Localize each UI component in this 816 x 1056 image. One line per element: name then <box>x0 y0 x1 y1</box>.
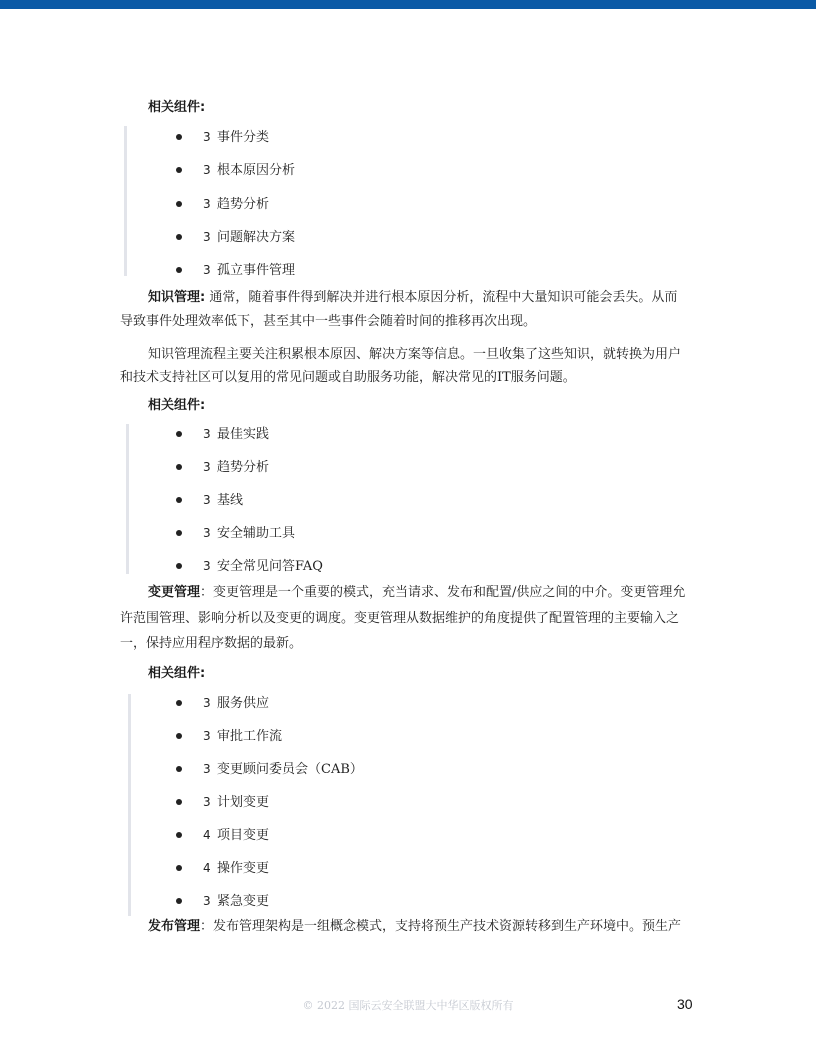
bullet-dot-icon <box>176 267 182 273</box>
quote-bar-1 <box>124 126 127 276</box>
release-line-1: 发布管理：发布管理架构是一组概念模式，支持将预生产技术资源转移到生产环境中。预生产 <box>148 919 682 934</box>
bullet-dot-icon <box>176 898 182 904</box>
related-components-heading-1: 相关组件: <box>148 100 206 115</box>
bullet-dot-icon <box>176 134 182 140</box>
bullet-dot-icon <box>176 563 182 569</box>
bullet-dot-icon <box>176 865 182 871</box>
list-item: 3 计划变更 <box>176 793 269 811</box>
list-item: 3 根本原因分析 <box>176 161 295 179</box>
bullet-dot-icon <box>176 464 182 470</box>
bullet-dot-icon <box>176 766 182 772</box>
knowledge-line-2: 导致事件处理效率低下，甚至其中一些事件会随着时间的推移再次出现。 <box>120 314 537 329</box>
knowledge-term: 知识管理: <box>148 290 206 305</box>
quote-bar-3 <box>128 694 131 916</box>
change-term: 变更管理 <box>148 585 201 600</box>
change-line-3: 一，保持应用程序数据的最新。 <box>120 636 303 651</box>
bullet-dot-icon <box>176 700 182 706</box>
list-item: 3 问题解决方案 <box>176 228 295 246</box>
bullet-dot-icon <box>176 799 182 805</box>
list-item: 3 趋势分析 <box>176 195 269 213</box>
header-bar <box>0 0 816 9</box>
list-item: 3 服务供应 <box>176 694 269 712</box>
knowledge-line-4: 和技术支持社区可以复用的常见问题或自助服务功能，解决常见的IT服务问题。 <box>120 370 576 385</box>
bullet-dot-icon <box>176 832 182 838</box>
knowledge-line-3: 知识管理流程主要关注积累根本原因、解决方案等信息。一旦收集了这些知识，就转换为用户 <box>148 347 682 362</box>
related-components-heading-3: 相关组件: <box>148 666 206 681</box>
list-item: 4 项目变更 <box>176 826 269 844</box>
quote-bar-2 <box>126 424 129 574</box>
list-item: 3 紧急变更 <box>176 892 269 910</box>
change-line-2: 许范围管理、影响分析以及变更的调度。变更管理从数据维护的角度提供了配置管理的主要输入之 <box>120 611 680 626</box>
bullet-dot-icon <box>176 497 182 503</box>
list-item: 3 安全常见问答FAQ <box>176 557 323 575</box>
list-item: 3 事件分类 <box>176 128 269 146</box>
knowledge-line-1: 知识管理: 通常，随着事件得到解决并进行根本原因分析，流程中大量知识可能会丢失。从而 <box>148 290 678 305</box>
bullet-dot-icon <box>176 167 182 173</box>
bullet-dot-icon <box>176 201 182 207</box>
footer-copyright: © 2022 国际云安全联盟大中华区版权所有 <box>302 999 514 1012</box>
list-item: 3 安全辅助工具 <box>176 524 295 542</box>
list-item: 3 孤立事件管理 <box>176 261 295 279</box>
list-item: 3 审批工作流 <box>176 727 282 745</box>
list-item: 3 趋势分析 <box>176 458 269 476</box>
list-item: 3 变更顾问委员会（CAB） <box>176 760 363 778</box>
bullet-dot-icon <box>176 431 182 437</box>
bullet-dot-icon <box>176 733 182 739</box>
bullet-dot-icon <box>176 234 182 240</box>
related-components-heading-2: 相关组件: <box>148 398 206 413</box>
page-number: 30 <box>677 996 693 1012</box>
change-line-1: 变更管理：变更管理是一个重要的模式，充当请求、发布和配置/供应之间的中介。变更管理允 <box>148 585 686 600</box>
list-item: 3 最佳实践 <box>176 425 269 443</box>
list-item: 4 操作变更 <box>176 859 269 877</box>
release-term: 发布管理 <box>148 919 201 934</box>
list-item: 3 基线 <box>176 491 243 509</box>
bullet-dot-icon <box>176 530 182 536</box>
